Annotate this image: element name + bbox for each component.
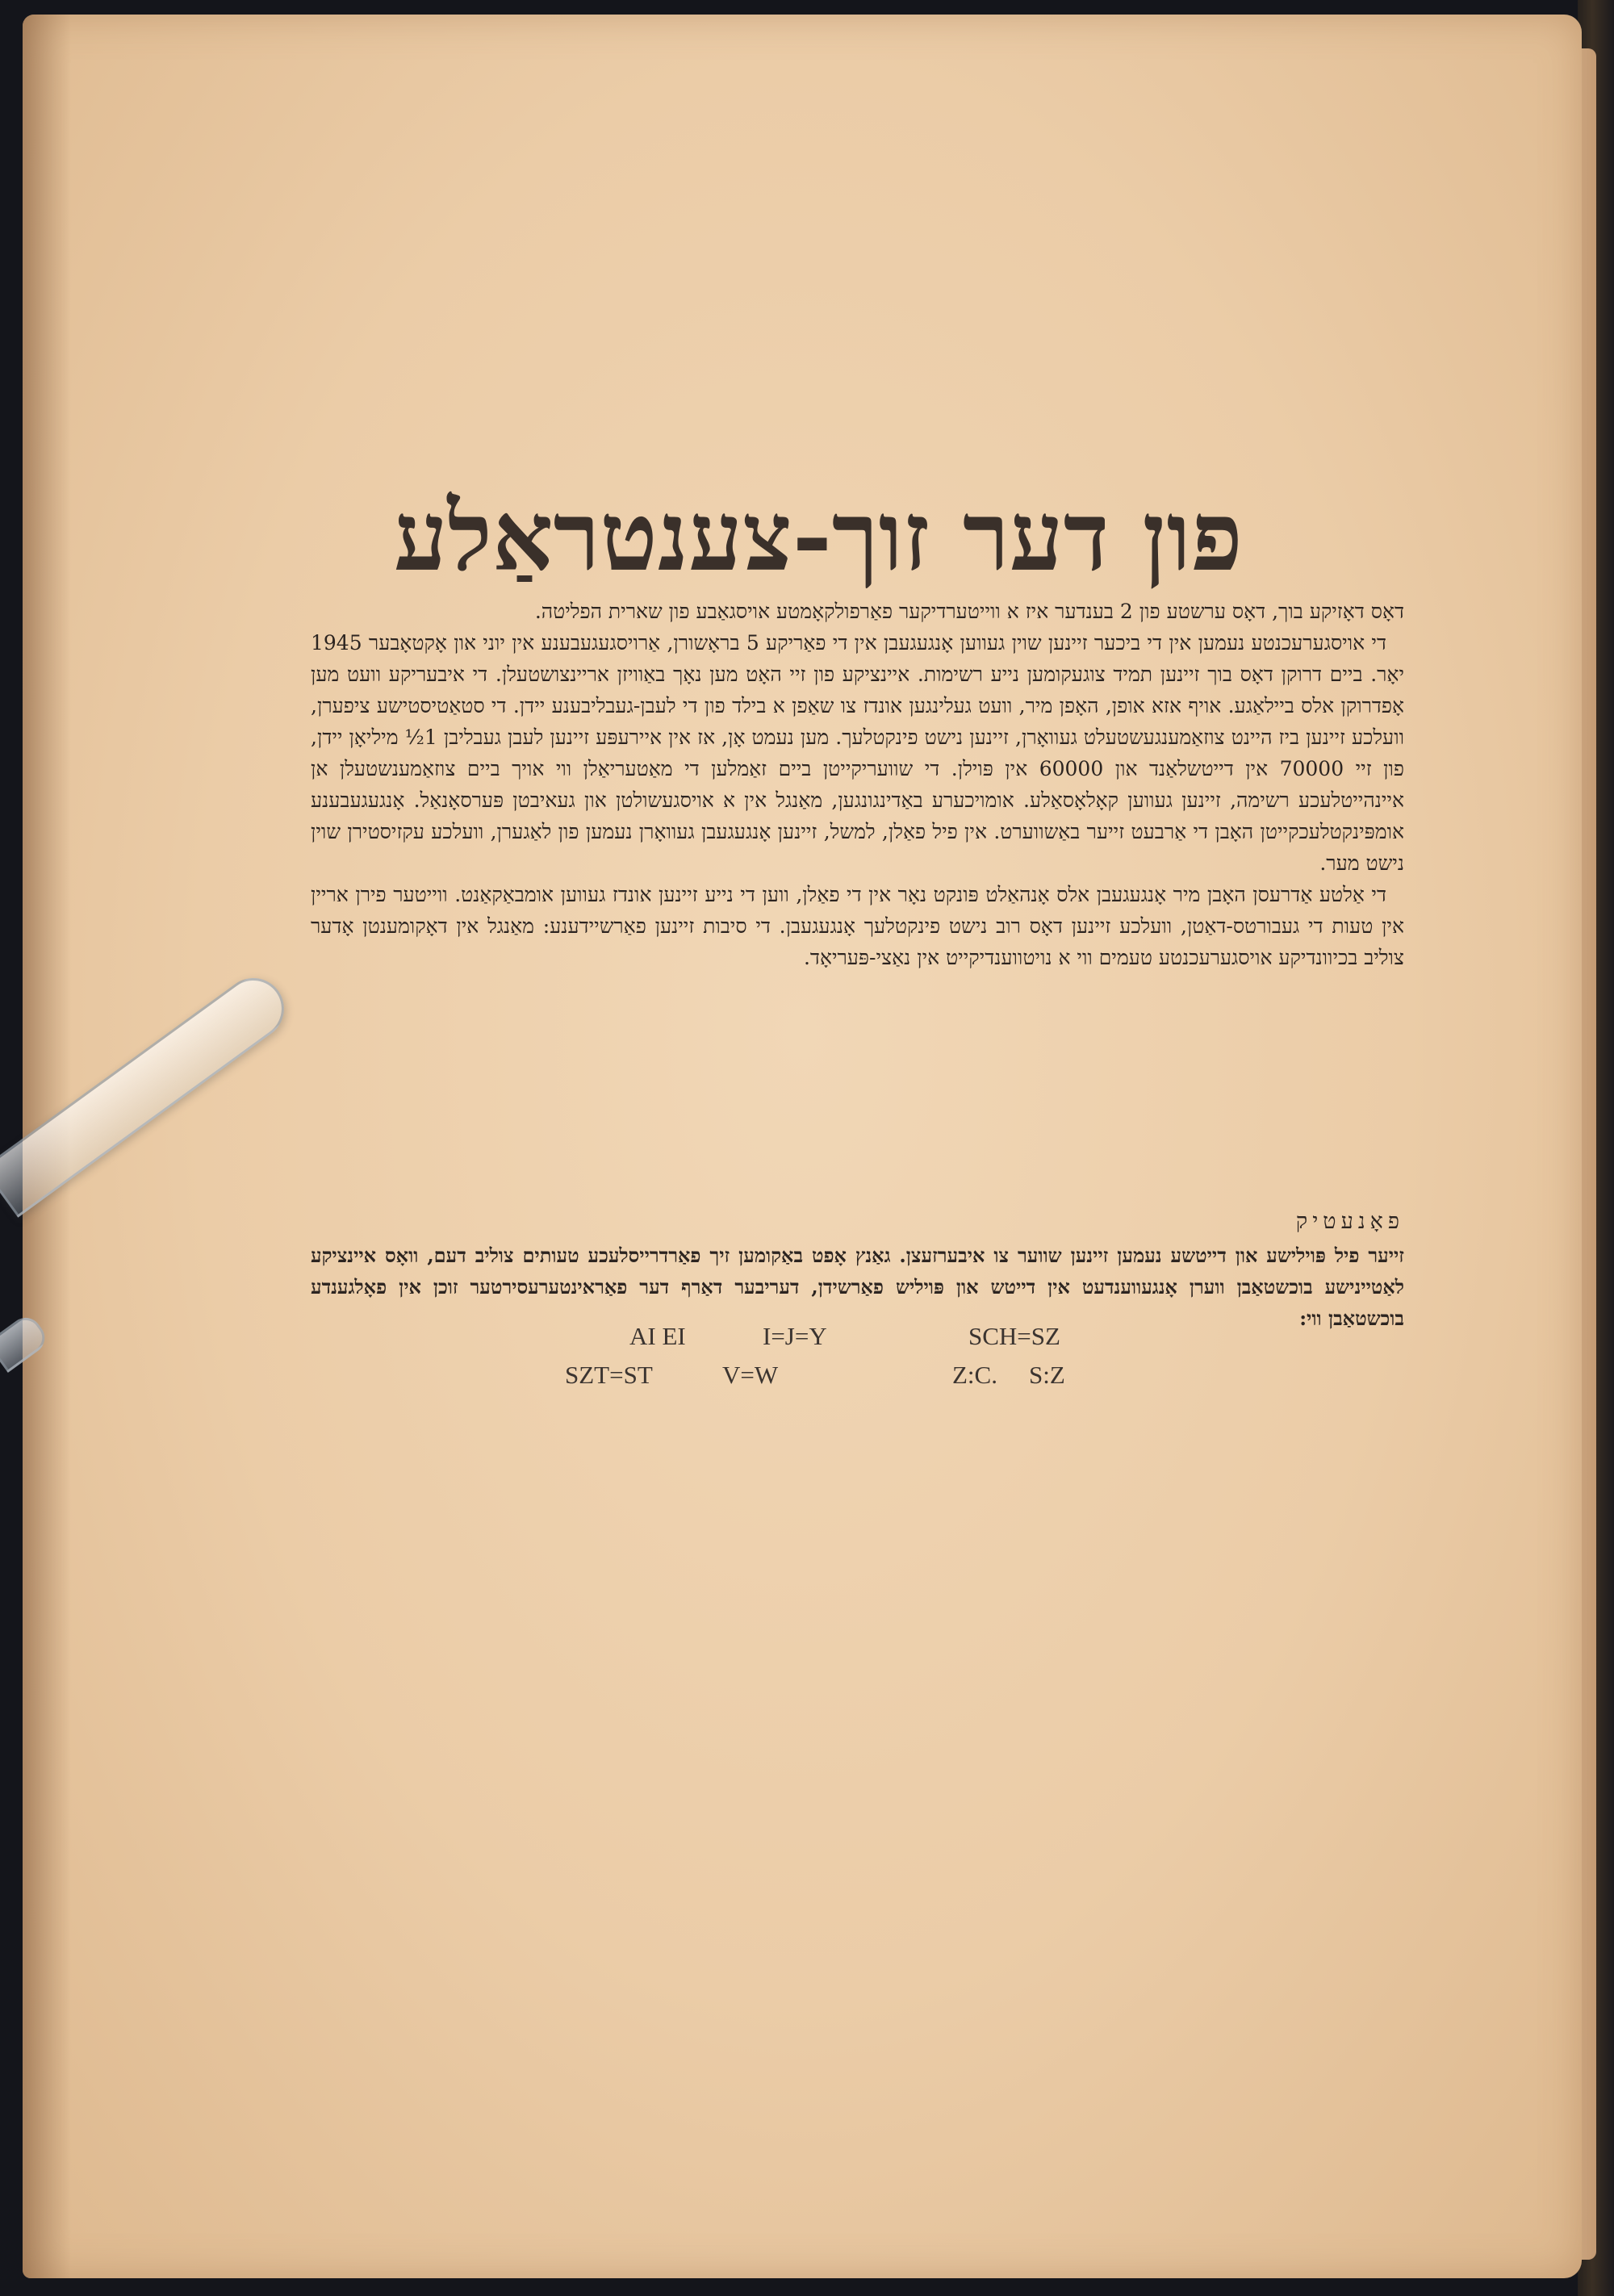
- letter-equivalents-table: [565, 1322, 1372, 1395]
- letter-pair: SZT=ST: [565, 1361, 653, 1389]
- document-page: [23, 15, 1582, 2278]
- letter-pair: Z:C.: [952, 1361, 997, 1389]
- body-text: [311, 596, 1404, 973]
- letter-pair: I=J=Y: [763, 1322, 827, 1350]
- letter-pair: AI EI: [629, 1322, 686, 1350]
- letter-pair: SCH=SZ: [968, 1322, 1060, 1350]
- paragraph-statistics: די אויסגערעכנטע נעמען אין די ביכער זיינען שוין געווען אָנגעגעבן אין די פאַריקע 5 בראָשורן, אַרויסגעגעבענע אין יוני און אָקטאָבער 1945 יאָר. ביים דרוקן דאָס בוך זיינען תמיד צוגעקומען נייע רשימות. איינציקע פון זיי האָט מען נאָך באַוויזן אריינצושטעלן. די איבעריקע וועט מען אָפדרוקן אלס ביילאַגע. אויף אזא אופן, האָפן מיר, וועט געלינגען אונדז צו שאַפן א בילד פון די לעבן-געבליבענע יידן. די סטאַטיסטישע ציפערן, וועלכע זיינען ביז היינט צוזאַמענגעשטעלט געוואָרן, זיינען נישט פינקטלעך. מען נעמט אָן, אז אין איירעפּע זיינען לעבן געבליבן 1½ מיליאָן יידן, פון זיי 70000 אין דייטשלאַנד און 60000 אין פּוילן. די שוועריקייטן ביים זאַמלען די מאַטעריאַלן ווי אויך ביים צוזאַמענשטעלן אן איינהייטלעכע רשימה, זיינען געווען קאָלאָסאַלע. אומויכערע באַדינגונגען, מאַנגל אין א אויסגעשולטן און געאיבטן פּערסאָנאַל. אָנגעגעבענע אומפּינקטלעכקייטן האָבן די אַרבעט זייער באַשווערט. אין פיל פאַלן, למשל, זיינען אָנגעגעבן געוואָרן נעמען פון לאַגערן, וועלכע עקזיסטירן שוין נישט מער.: [311, 631, 1405, 875]
- letter-pair: V=W: [722, 1361, 779, 1389]
- paragraph-intro: דאָס דאָזיקע בוך, דאָס ערשטע פון 2 בענדער איז א ווייטערדיקער פאַרפולקאָמטע אויסגאַבע פון שארית הפליטה.: [534, 600, 1404, 623]
- letter-pair: S:Z: [1029, 1361, 1065, 1389]
- page-title: פון דער זוך-צענטראַלע: [393, 480, 1243, 592]
- paragraph-addresses: די אַלטע אַדרעסן האָבן מיר אָנגעגעבן אלס אָנהאַלט פּונקט נאָר אין די פאַלן, ווען די נייע זיינען אונדז געווען אומבאַקאַנט. ווייטער פירן אריין אין טעות די געבורטס-דאַטן, וועלכע זיינען דאָס רוב נישט פינקטלעך אָנגעגעבן. די סיבות זיינען פאַרשיידענע: מאַנגל אין דאָקומענטן אָדער צוליב בכיוונדיקע אויסגערעכנטע טעמים ווי א נויטווענדיקייט אין נאַצי-פּעריאָד.: [311, 883, 1404, 969]
- section-text-phonetics: זייער פיל פּוילישע און דייטשע נעמען זיינען שווער צו איבערזעצן. גאַנץ אָפט באַקומען זיך פאַרדרייסלעכע טעותים צוליב דעם, וואָס איינציקע לאַטיינישע בוכשטאַבן ווערן אָנגעווענדעט אין דייטש און פּויליש פאַרשידן, דעריבער דאַרף דער פאַראינטערעסירטער זוכן אין פאָלגענדע בוכשטאַבן ווי:: [311, 1244, 1404, 1330]
- section-heading-phonetics: פאָנעטיק: [1295, 1209, 1404, 1234]
